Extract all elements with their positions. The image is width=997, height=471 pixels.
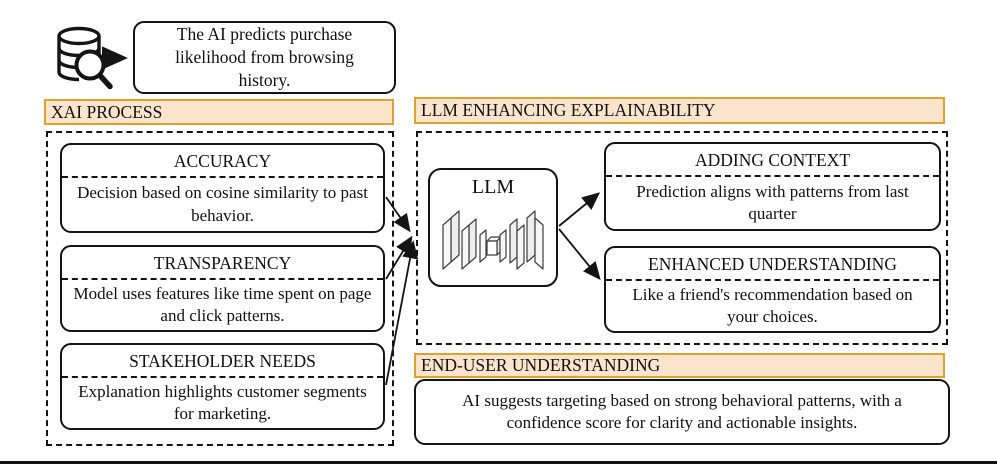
stakeholder-needs-body: Explanation highlights customer segments for marketing.	[78, 382, 367, 424]
accuracy-card	[60, 143, 385, 233]
intro-text: The AI predicts purchase likelihood from browsing history.	[175, 24, 354, 90]
accuracy-body: Decision based on cosine similarity to past behavior.	[77, 183, 368, 225]
xai-process-header-label: XAI PROCESS	[51, 101, 163, 122]
transparency-card	[60, 245, 385, 332]
enhanced-understanding-title: ENHANCED UNDERSTANDING	[606, 248, 939, 281]
xai-process-header	[44, 99, 394, 125]
stakeholder-needs-card	[60, 343, 385, 430]
enhanced-understanding-card	[604, 246, 941, 333]
end-user-header	[414, 353, 945, 378]
bottom-divider	[0, 461, 997, 464]
transparency-body: Model uses features like time spent on page and click patterns.	[73, 284, 372, 326]
llm-model-label: LLM	[471, 176, 515, 198]
transparency-title: TRANSPARENCY	[62, 247, 383, 280]
enhanced-understanding-body: Like a friend's recommendation based on your choices.	[632, 285, 913, 327]
llm-model-box	[428, 168, 558, 287]
stakeholder-needs-title: STAKEHOLDER NEEDS	[62, 345, 383, 378]
accuracy-title: ACCURACY	[62, 145, 383, 178]
adding-context-card	[604, 142, 941, 231]
end-user-box	[414, 379, 950, 445]
end-user-header-label: END-USER UNDERSTANDING	[421, 355, 661, 375]
llm-section-header	[414, 97, 945, 124]
transformer-icon	[439, 199, 547, 275]
llm-section-header-label: LLM ENHANCING EXPLAINABILITY	[421, 100, 716, 120]
end-user-text: AI suggests targeting based on strong behavioral patterns, with a confidence score for clarity and actionable insights.	[462, 390, 902, 432]
intro-box	[133, 21, 396, 94]
database-search-icon	[52, 24, 114, 94]
adding-context-body: Prediction aligns with patterns from last quarter	[636, 181, 909, 223]
adding-context-title: ADDING CONTEXT	[606, 144, 939, 177]
